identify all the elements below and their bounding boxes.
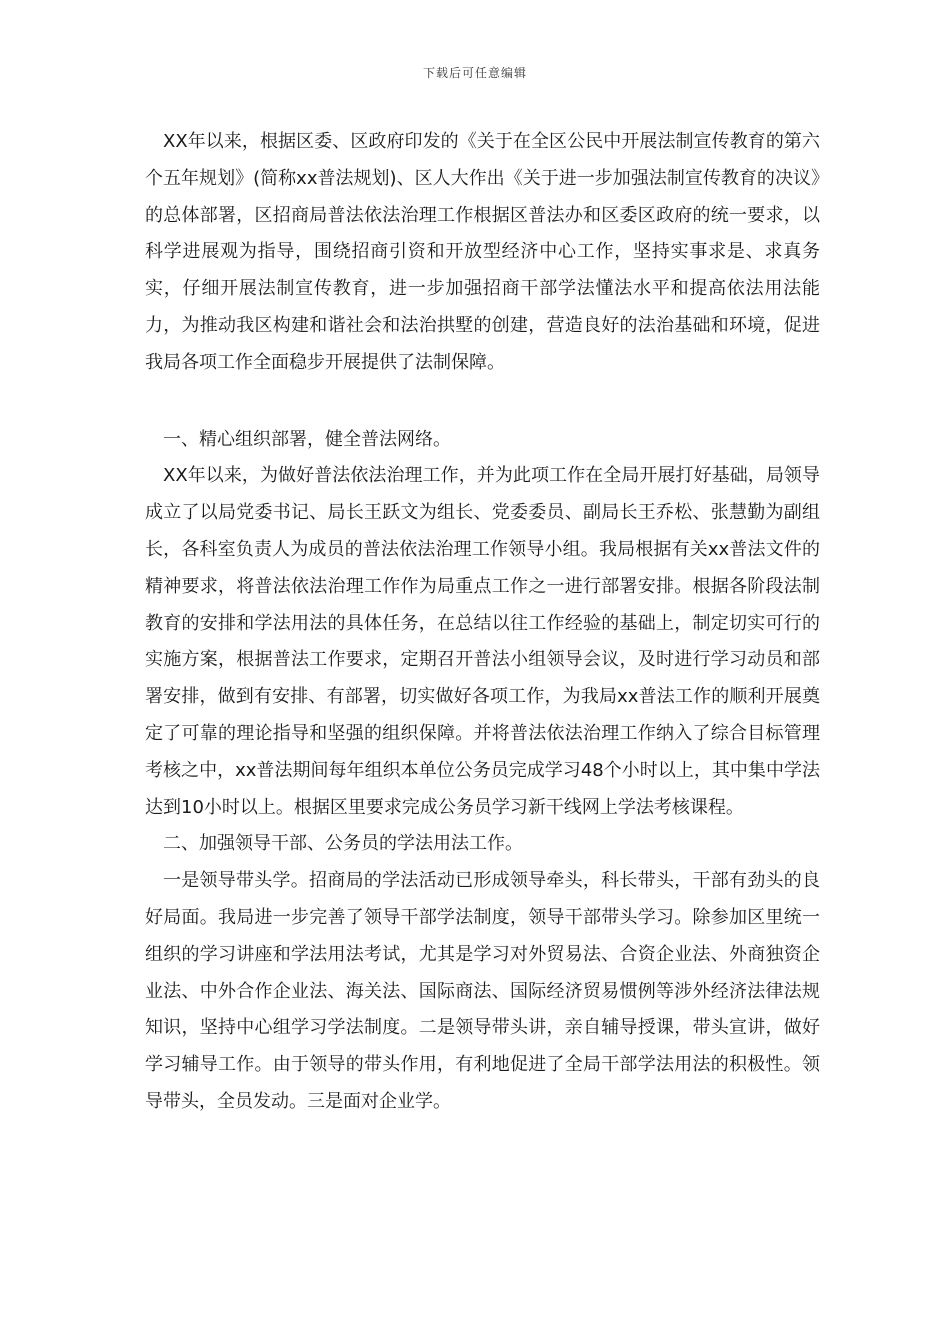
document-body <box>145 124 820 1121</box>
page-header: 下载后可任意编辑 <box>422 66 527 80</box>
paragraph-intro: XX年以来，根据区委、区政府印发的《关于在全区公民中开展法制宣传教育的第六个五年规划》(简称xx普法规划)、区人大作出《关于进一步加强法制宣传教育的决议》的总体部署，区招商局普法依法治理工作根据区普法办和区委区政府的统一要求，以科学进展观为指导，围绕招商引资和开放型经济中心工作，坚持实事求是、求真务实，仔细开展法制宣传教育，进一步加强招商干部学法懂法水平和提高依法用法能力，为推动我区构建和谐社会和法治拱墅的创建，营造良好的法治基础和环境，促进我局各项工作全面稳步开展提供了法制保障。 <box>145 131 820 373</box>
section-heading-2: 二、加强领导干部、公务员的学法用法工作。 <box>163 833 523 855</box>
section-heading-1: 一、精心组织部署，健全普法网络。 <box>163 428 451 450</box>
paragraph-section-2: 一是领导带头学。招商局的学法活动已形成领导牵头，科长带头，干部有劲头的良好局面。我局进一步完善了领导干部学法制度，领导干部带头学习。除参加区里统一组织的学习讲座和学法用法考试，尤其是学习对外贸易法、合资企业法、外商独资企业法、中外合作企业法、海关法、国际商法、国际经济贸易惯例等涉外经济法律法规知识，坚持中心组学习学法制度。二是领导带头讲，亲自辅导授课，带头宣讲，做好学习辅导工作。由于领导的带头作用，有利地促进了全局干部学法用法的积极性。领导带头，全员发动。三是面对企业学。 <box>145 870 820 1112</box>
paragraph-section-1: XX年以来，为做好普法依法治理工作，并为此项工作在全局开展打好基础，局领导成立了以局党委书记、局长王跃文为组长、党委委员、副局长王乔松、张慧勤为副组长，各科室负责人为成员的普法依法治理工作领导小组。我局根据有关xx普法文件的精神要求，将普法依法治理工作作为局重点工作之一进行部署安排。根据各阶段法制教育的安排和学法用法的具体任务，在总结以往工作经验的基础上，制定切实可行的实施方案，根据普法工作要求，定期召开普法小组领导会议，及时进行学习动员和部署安排，做到有安排、有部署，切实做好各项工作，为我局xx普法工作的顺利开展奠定了可靠的理论指导和坚强的组织保障。并将普法依法治理工作纳入了综合目标管理考核之中，xx普法期间每年组织本单位公务员完成学习48个小时以上，其中集中学法达到10小时以上。根据区里要求完成公务员学习新干线网上学法考核课程。 <box>145 465 820 818</box>
